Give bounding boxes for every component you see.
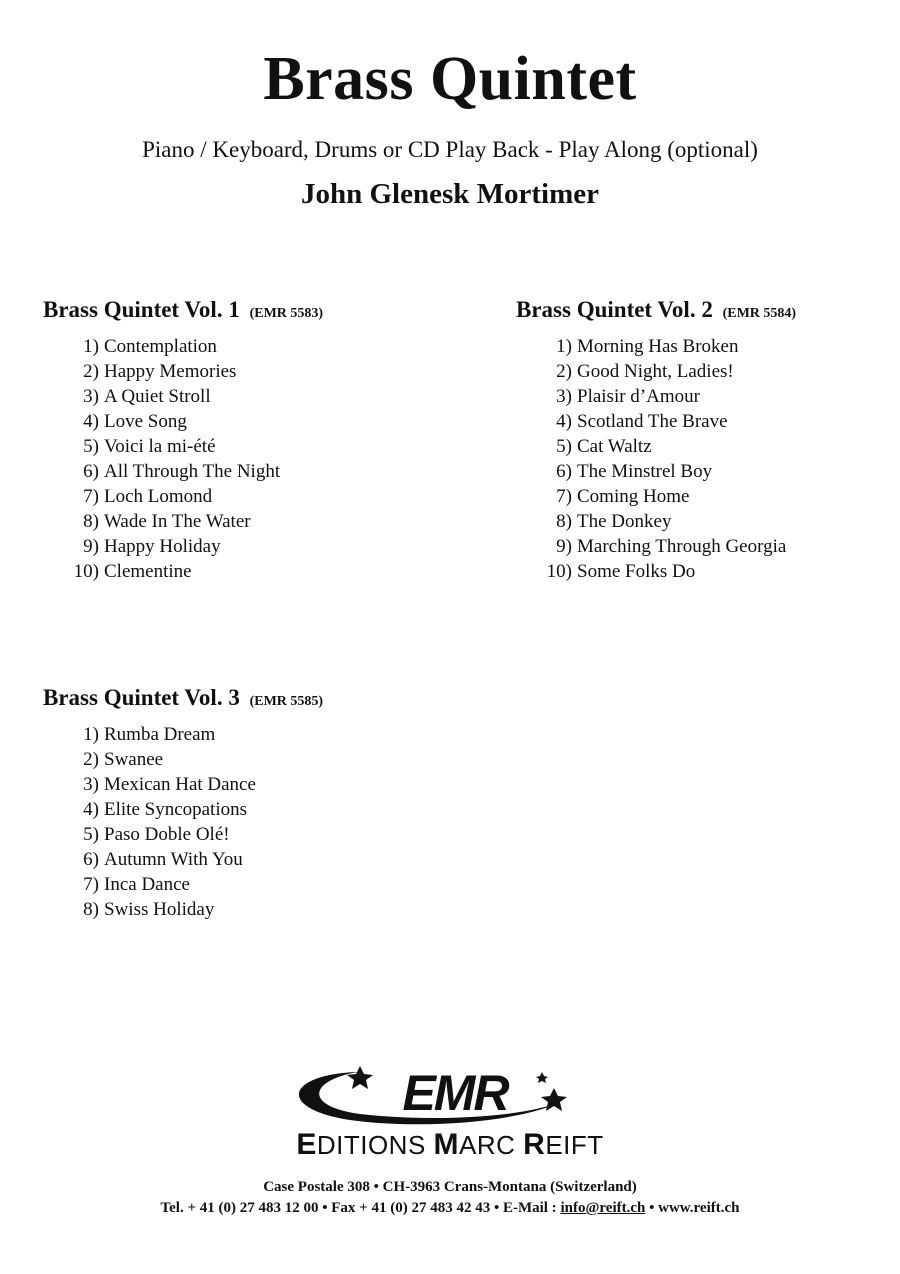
list-item <box>43 434 483 459</box>
list-item <box>43 534 483 559</box>
list-item <box>43 384 483 409</box>
list-item <box>43 772 483 797</box>
list-item <box>43 409 483 434</box>
track-number: 5) <box>83 824 99 845</box>
track-title: Scotland The Brave <box>577 411 728 432</box>
list-item <box>43 722 483 747</box>
track-list <box>43 722 483 922</box>
track-number: 1) <box>556 336 572 357</box>
list-item <box>43 334 483 359</box>
track-list <box>43 334 483 584</box>
track-list <box>516 334 896 584</box>
track-number: 3) <box>556 386 572 407</box>
page-title: Brass Quintet <box>263 45 637 113</box>
catalog-code: (EMR 5583) <box>249 306 324 321</box>
track-title: Elite Syncopations <box>104 799 248 820</box>
list-item <box>43 359 483 384</box>
track-title: Marching Through Georgia <box>577 536 787 557</box>
track-number: 2) <box>83 749 99 770</box>
track-number: 5) <box>556 436 572 457</box>
list-item <box>43 797 483 822</box>
track-title: A Quiet Stroll <box>104 386 211 407</box>
page-subtitle: Piano / Keyboard, Drums or CD Play Back - Play Along (optional) <box>142 137 758 162</box>
list-item <box>43 872 483 897</box>
volume-heading <box>516 296 896 328</box>
track-title: Inca Dance <box>104 874 190 895</box>
track-title: Coming Home <box>577 486 690 507</box>
star-icon <box>536 1072 548 1083</box>
track-title: Loch Lomond <box>104 486 213 507</box>
track-title: Plaisir d’Amour <box>577 386 700 407</box>
track-number: 8) <box>556 511 572 532</box>
track-number: 4) <box>83 799 99 820</box>
track-title: Rumba Dream <box>104 724 216 745</box>
star-icon <box>347 1066 373 1089</box>
track-title: Wade In The Water <box>104 511 251 532</box>
volume-1-section <box>43 296 483 584</box>
track-title: The Minstrel Boy <box>577 461 713 482</box>
track-title: Voici la mi-été <box>104 436 216 457</box>
list-item <box>43 897 483 922</box>
publisher-address: Case Postale 308 • CH-3963 Crans-Montana (Switzerland) <box>263 1179 637 1195</box>
composer-name: John Glenesk Mortimer <box>300 178 599 210</box>
list-item <box>43 559 483 584</box>
track-number: 7) <box>556 486 572 507</box>
track-number: 7) <box>83 486 99 507</box>
email-link[interactable]: info@reift.ch <box>560 1200 646 1216</box>
track-title: Cat Waltz <box>577 436 652 457</box>
list-item <box>516 459 896 484</box>
track-title: Good Night, Ladies! <box>577 361 734 382</box>
track-number: 6) <box>83 849 99 870</box>
website-text: • www.reift.ch <box>645 1200 740 1216</box>
track-title: Love Song <box>104 411 187 432</box>
track-title: Paso Doble Olé! <box>104 824 230 845</box>
track-number: 4) <box>83 411 99 432</box>
publisher-name: EDITIONS MARC REIFT <box>296 1128 604 1161</box>
track-title: All Through The Night <box>104 461 281 482</box>
volume-3-section <box>43 684 483 922</box>
list-item <box>516 359 896 384</box>
track-number: 9) <box>556 536 572 557</box>
track-title: Contemplation <box>104 336 217 357</box>
track-number: 7) <box>83 874 99 895</box>
track-title: Happy Memories <box>104 361 237 382</box>
track-title: The Donkey <box>577 511 672 532</box>
track-number: 6) <box>83 461 99 482</box>
track-title: Swanee <box>104 749 164 770</box>
list-item <box>43 747 483 772</box>
track-number: 4) <box>556 411 572 432</box>
list-item <box>516 509 896 534</box>
volume-heading <box>43 684 483 716</box>
list-item <box>43 847 483 872</box>
catalog-code: (EMR 5584) <box>722 306 797 321</box>
emr-logo-graphic <box>230 1060 680 1130</box>
track-title: Morning Has Broken <box>577 336 739 357</box>
track-number: 9) <box>83 536 99 557</box>
emr-logo <box>230 1060 680 1130</box>
list-item <box>43 459 483 484</box>
track-title: Happy Holiday <box>104 536 221 557</box>
list-item <box>516 409 896 434</box>
volume-heading <box>43 296 483 328</box>
track-number: 8) <box>83 511 99 532</box>
volume-title: Brass Quintet Vol. 3 <box>43 685 240 710</box>
volume-title: Brass Quintet Vol. 1 <box>43 297 240 322</box>
track-number: 1) <box>83 724 99 745</box>
list-item <box>516 334 896 359</box>
list-item <box>43 509 483 534</box>
catalog-code: (EMR 5585) <box>249 694 324 709</box>
list-item <box>516 484 896 509</box>
list-item <box>516 559 896 584</box>
track-title: Mexican Hat Dance <box>104 774 256 795</box>
track-title: Swiss Holiday <box>104 899 215 920</box>
track-number: 3) <box>83 774 99 795</box>
volume-title: Brass Quintet Vol. 2 <box>516 297 713 322</box>
logo-lettering: EMR <box>402 1065 508 1121</box>
volume-2-section <box>516 296 896 584</box>
list-item <box>43 822 483 847</box>
publisher-contact <box>0 1201 900 1216</box>
list-item <box>43 484 483 509</box>
track-title: Autumn With You <box>104 849 243 870</box>
list-item <box>516 534 896 559</box>
track-number: 5) <box>83 436 99 457</box>
track-number: 2) <box>556 361 572 382</box>
track-title: Some Folks Do <box>577 561 696 582</box>
track-number: 2) <box>83 361 99 382</box>
track-number: 10) <box>546 561 572 582</box>
track-number: 10) <box>73 561 99 582</box>
track-number: 3) <box>83 386 99 407</box>
list-item <box>516 384 896 409</box>
track-number: 1) <box>83 336 99 357</box>
track-title: Clementine <box>104 561 192 582</box>
phone-fax-text: Tel. + 41 (0) 27 483 12 00 • Fax + 41 (0) 27 483 42 43 • E-Mail : <box>160 1200 561 1216</box>
list-item <box>516 434 896 459</box>
track-number: 8) <box>83 899 99 920</box>
track-number: 6) <box>556 461 572 482</box>
